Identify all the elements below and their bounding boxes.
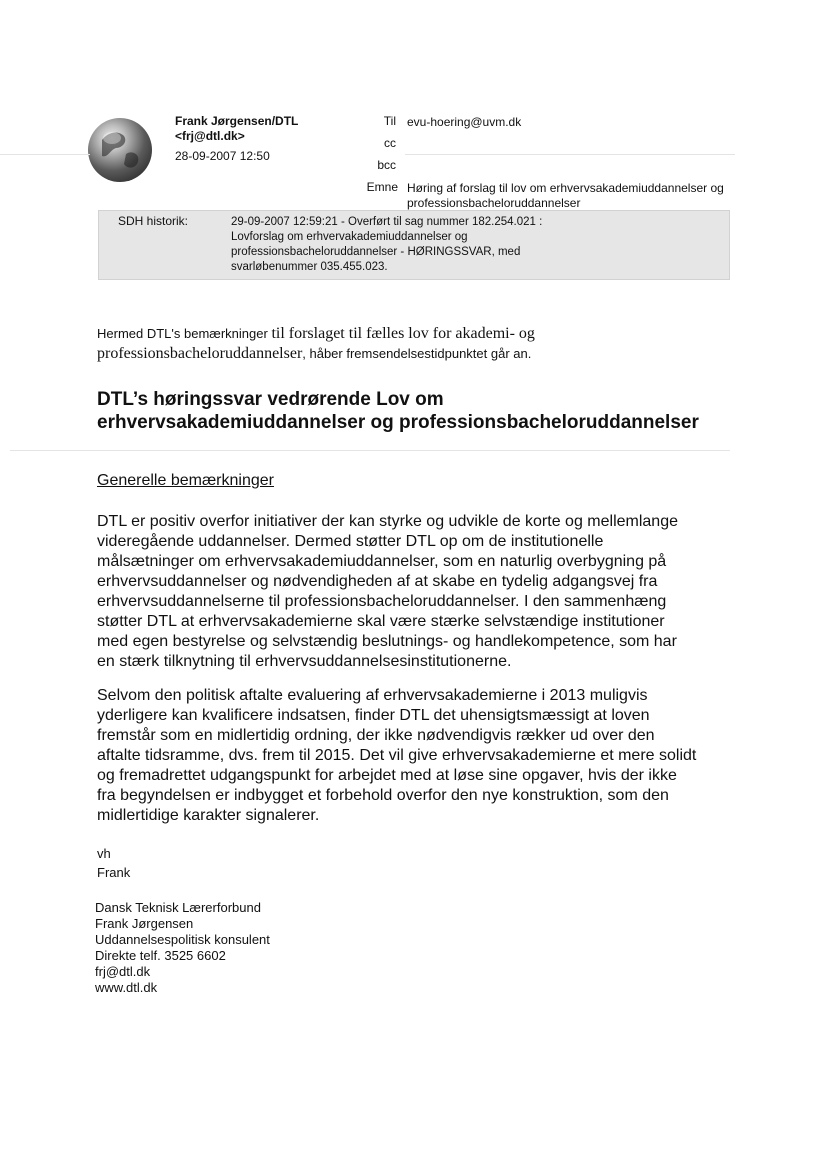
- sdh-history-label: SDH historik:: [118, 214, 189, 228]
- paragraph-2: Selvom den politisk aftalte evaluering af erhvervsakademierne i 2013 muligvis yderligere kan kvalificere indsatsen, finder DTL det uhensigtsmæssigt at loven fremstår som en midlertidig ordning, der ikke nødvendigvis rækker ud over den aftalte tidsramme, dvs. frem til 2015. Det vil give erhvervsakademierne et mere solidt og fremadrettet udgangspunkt for arbejdet med at løse sine opgaver, hvis der ikke fra begyndelsen er indbygget et forbehold overfor den nye konstruktion, som den midlertidige karakter signalerer.: [97, 687, 697, 824]
- section-heading: Generelle bemærkninger: [97, 472, 274, 489]
- intro-part-2: til forslaget til fælles lov for akademi- og professionsbacheloruddannelser: [97, 325, 535, 362]
- closing-greeting: vh Frank: [97, 846, 131, 880]
- title-divider: [10, 450, 730, 451]
- subject-line-1: Høring af forslag til lov om erhvervsakademiuddannelser og: [407, 181, 724, 195]
- globe-icon: [88, 118, 152, 182]
- sender-date: 28-09-2007 12:50: [175, 149, 270, 163]
- signature-block: Dansk Teknisk Lærerforbund Frank Jørgensen Uddannelsespolitisk konsulent Direkte telf. 3525 6602 frj@dtl.dk www.dtl.dk: [95, 900, 270, 995]
- cc-label: cc: [384, 136, 396, 150]
- to-label: Til: [383, 114, 396, 128]
- intro-part-3: , håber fremsendelsestidpunktet går an.: [302, 346, 532, 361]
- intro-text: [97, 324, 617, 364]
- sdh-history-text: 29-09-2007 12:59:21 - Overført til sag nummer 182.254.021 : Lovforslag om erhvervakademiuddannelser og professionsbacheloruddannelser - HØRINGSSVAR, med svarløbenummer 035.455.023.: [231, 216, 543, 273]
- intro-part-1: Hermed DTL's bemærkninger: [97, 326, 272, 341]
- bcc-label: bcc: [377, 158, 396, 172]
- document-title: DTL’s høringssvar vedrørende Lov om erhvervsakademiuddannelser og professionsbacheloruddannelser: [97, 389, 699, 433]
- to-value[interactable]: evu-hoering@uvm.dk: [407, 115, 522, 129]
- header-divider-left: [0, 154, 90, 155]
- subject-line-2: professionsbacheloruddannelser: [407, 196, 581, 210]
- subject-label: Emne: [366, 180, 398, 194]
- sender-avatar: [88, 118, 152, 182]
- sender-email[interactable]: <frj@dtl.dk>: [175, 129, 245, 143]
- paragraph-1: DTL er positiv overfor initiativer der kan styrke og udvikle de korte og mellemlange videregående uddannelser. Dermed støtter DTL op om de institutionelle målsætninger om erhvervsakademiuddannelser, som en naturlig overbygning på erhvervsuddannelser og nødvendigheden af at skabe en tydelig adgangsvej fra erhvervsuddannelserne til professionsbacheloruddannelser. I den sammenhæng støtter DTL at erhvervsakademierne skal være stærke selvstændige institutioner med egen bestyrelse og selvstændig beslutnings- og handlekompetence, som har en stærk tilknytning til erhvervsuddannelsesinstitutionerne.: [97, 513, 678, 670]
- header-divider-right: [405, 154, 735, 155]
- sender-name: Frank Jørgensen/DTL: [175, 114, 299, 128]
